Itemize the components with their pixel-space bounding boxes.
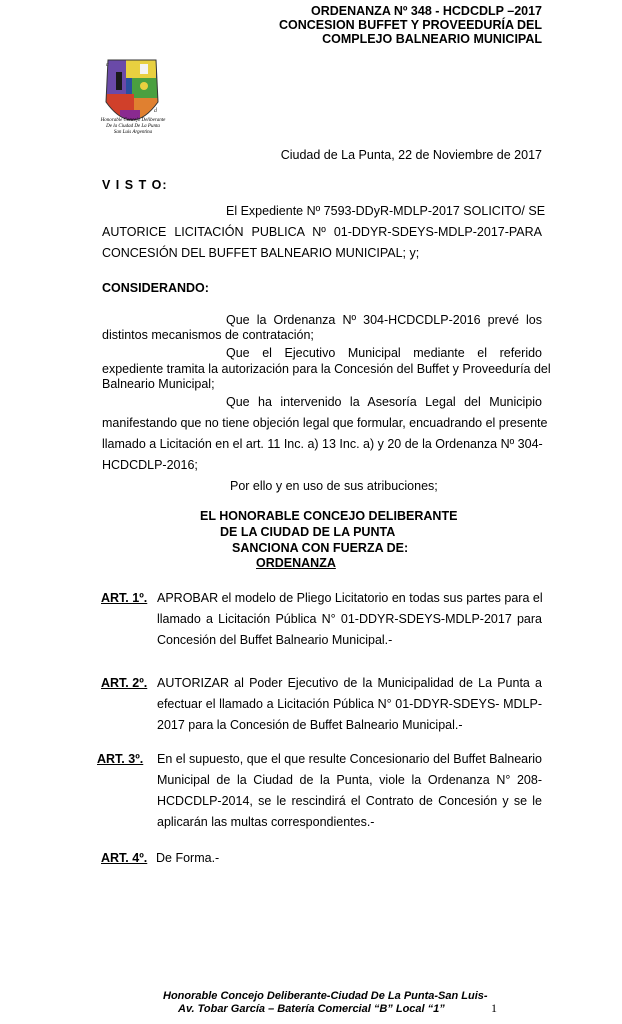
article-4-label: ART. 4º.: [101, 851, 148, 865]
considerando-line-9: HCDCDLP-2016;: [102, 458, 198, 472]
article-1-line-3: Concesión del Buffet Balneario Municipal.-: [157, 633, 393, 647]
svg-text:d: d: [154, 108, 157, 114]
sanciona-line-2: DE LA CIUDAD DE LA PUNTA: [220, 525, 396, 539]
visto-heading: V I S T O:: [102, 178, 168, 192]
article-2-label: ART. 2º.: [101, 676, 148, 690]
article-2-line-1: AUTORIZAR al Poder Ejecutivo de la Municipalidad de La Punta a: [157, 676, 542, 690]
header-title-line-2: COMPLEJO BALNEARIO MUNICIPAL: [322, 32, 542, 46]
article-2-line-2: efectuar el llamado a Licitación Pública N° 01-DDYR-SDEYS- MDLP-: [157, 697, 542, 711]
ordenanza-heading: ORDENANZA: [256, 556, 336, 570]
considerando-line-2: distintos mecanismos de contratación;: [102, 328, 314, 342]
footer-line-2: Av. Tobar García – Batería Comercial “B” Local “1”: [178, 1003, 445, 1015]
visto-line-1: El Expediente Nº 7593-DDyR-MDLP-2017 SOLICITO/ SE: [226, 204, 546, 218]
considerando-line-5: Balneario Municipal;: [102, 377, 215, 391]
considerando-line-7: manifestando que no tiene objeción legal que formular, encuadrando el presente: [102, 416, 548, 430]
seal-caption-line-1: Honorable Concejo Deliberante: [100, 118, 166, 123]
article-1-label: ART. 1º.: [101, 591, 148, 605]
seal-caption-line-3: San Luis Argentina: [113, 130, 153, 135]
article-3-line-1: En el supuesto, que el que resulte Concesionario del Buffet Balneario: [157, 752, 542, 766]
footer-line-1: Honorable Concejo Deliberante-Ciudad De La Punta-San Luis-: [163, 990, 488, 1002]
considerando-line-6: Que ha intervenido la Asesoría Legal del Municipio: [226, 395, 542, 409]
article-3-label: ART. 3º.: [97, 752, 144, 766]
considerando-line-4: expediente tramita la autorización para la Concesión del Buffet y Proveeduría del: [102, 362, 551, 376]
visto-line-2: AUTORICE LICITACIÓN PUBLICA Nº 01-DDYR-SDEYS-MDLP-2017-PARA: [102, 225, 542, 239]
article-3-line-2: Municipal de la Ciudad de la Punta, viole la Ordenanza N° 208-: [157, 773, 542, 787]
svg-text:c: c: [106, 62, 109, 68]
considerando-line-1: Que la Ordenanza Nº 304-HCDCDLP-2016 prevé los: [226, 313, 542, 327]
considerando-line-3: Que el Ejecutivo Municipal mediante el referido: [226, 346, 542, 360]
page-number: 1: [491, 1001, 497, 1015]
article-3-line-4: aplicarán las multas correspondientes.-: [157, 815, 375, 829]
article-2-line-3: 2017 para la Concesión de Buffet Balneario Municipal.-: [157, 718, 463, 732]
seal-caption-line-2: De la Ciudad De La Punta: [106, 124, 160, 129]
considerando-line-10: Por ello y en uso de sus atribuciones;: [230, 479, 438, 493]
sanciona-line-3: SANCIONA CON FUERZA DE:: [232, 541, 409, 555]
document-date: Ciudad de La Punta, 22 de Noviembre de 2017: [280, 148, 542, 162]
sanciona-line-1: EL HONORABLE CONCEJO DELIBERANTE: [200, 509, 458, 523]
article-1-line-1: APROBAR el modelo de Pliego Licitatorio en todas sus partes para el: [157, 591, 543, 605]
article-1-line-2: llamado a Licitación Pública N° 01-DDYR-SDEYS-MDLP-2017 para: [157, 612, 542, 626]
article-4-line-1: De Forma.-: [156, 851, 220, 865]
considerando-heading: CONSIDERANDO:: [102, 281, 209, 295]
visto-line-3: CONCESIÓN DEL BUFFET BALNEARIO MUNICIPAL; y;: [102, 246, 420, 260]
article-3-line-3: HCDCDLP-2014, se le rescindirá el Contrato de Concesión y se le: [157, 794, 542, 808]
header-title-line-1: CONCESION BUFFET Y PROVEEDURÍA DEL: [279, 18, 542, 32]
considerando-line-8: llamado a Licitación en el art. 11 Inc. a) 13 Inc. a) y 20 de la Ordenanza Nº 304-: [102, 437, 543, 451]
header-ordinance-number: ORDENANZA Nº 348 - HCDCDLP –2017: [310, 4, 542, 18]
